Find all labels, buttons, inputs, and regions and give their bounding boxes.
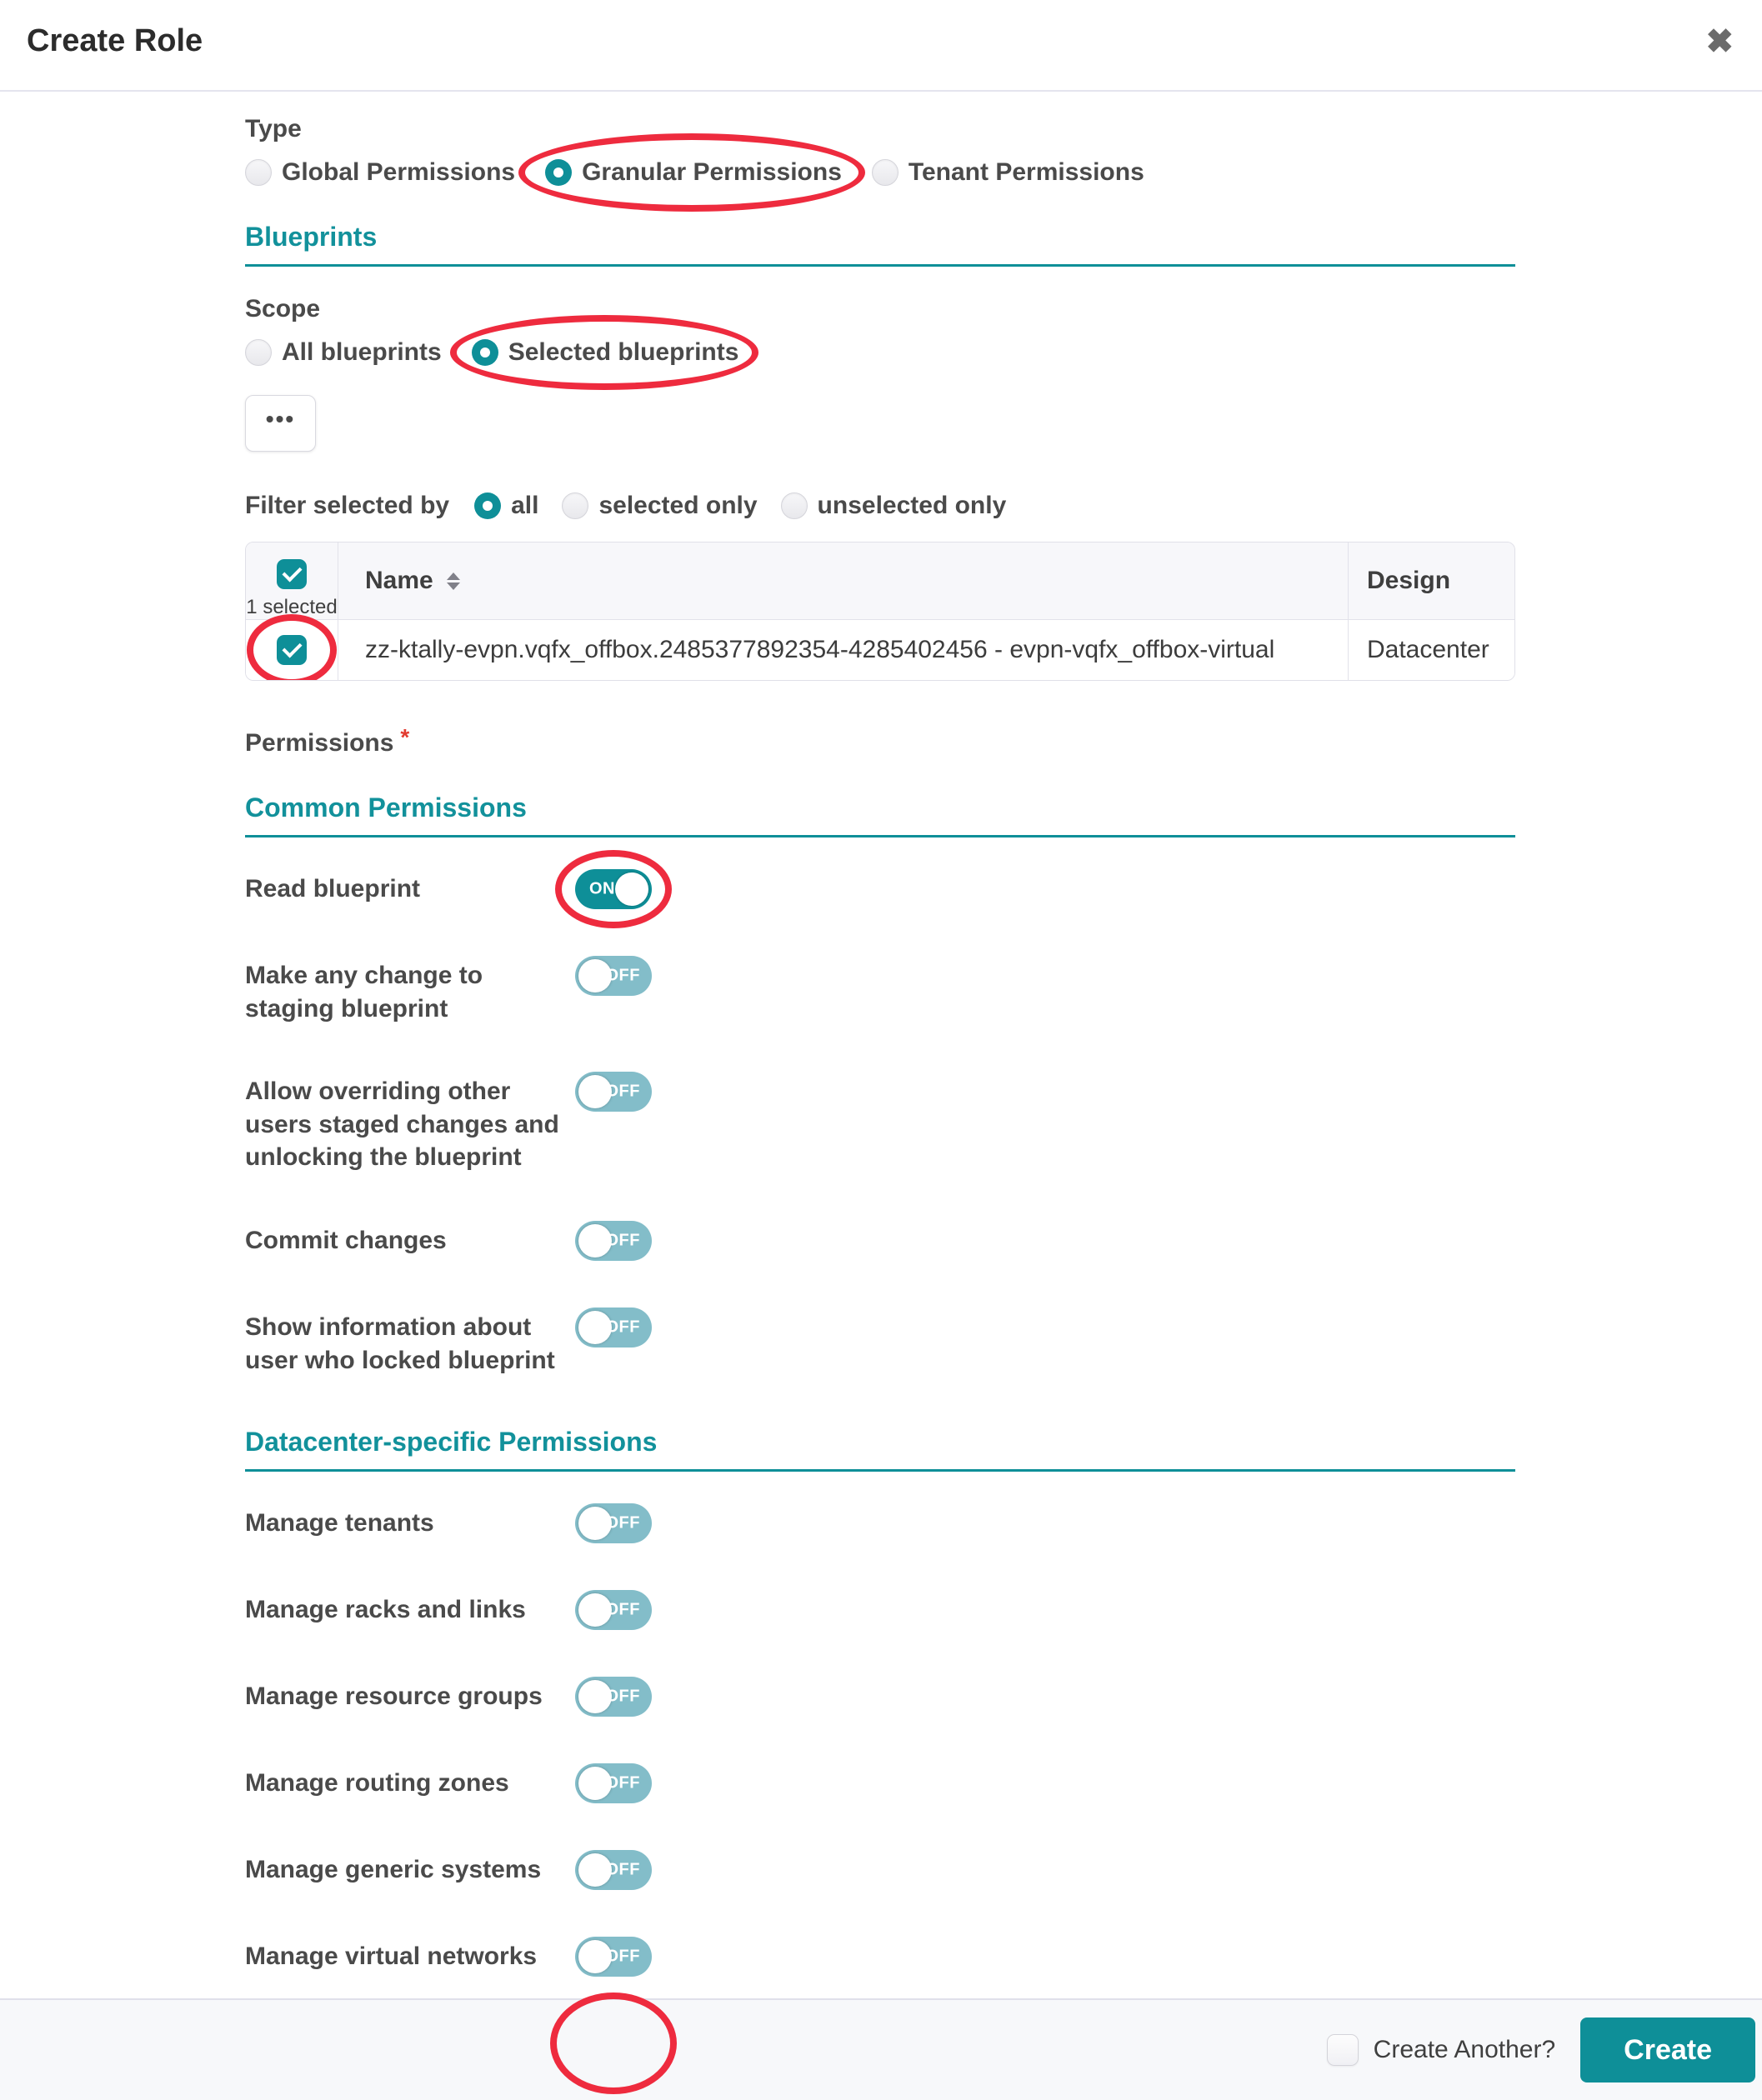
table-row[interactable] <box>246 620 1514 680</box>
create-another-checkbox[interactable] <box>1327 2034 1359 2066</box>
radio-option-global-permissions[interactable] <box>245 158 515 187</box>
permission-label-allow-overriding-other-users-staged-changes-and-unlocking-the-blueprint: Allow overriding other users staged changes and unlocking the blueprint <box>245 1078 559 1172</box>
toggle-show-information-about-user-who-locked-blueprint[interactable] <box>575 1308 652 1348</box>
filter-label: Filter selected by <box>245 492 450 519</box>
toggle-state-label: OFF <box>605 1947 640 1966</box>
sort-icon[interactable] <box>447 572 460 590</box>
permission-row-manage-virtual-networks <box>245 1940 1515 1977</box>
radio-label-all-blueprints: All blueprints <box>282 338 442 366</box>
create-button[interactable]: Create <box>1580 2018 1755 2082</box>
toggle-manage-generic-systems[interactable] <box>575 1850 652 1890</box>
toggle-state-label: OFF <box>605 1773 640 1792</box>
radio-option-granular-permissions[interactable] <box>545 158 842 187</box>
radio-label-granular-permissions: Granular Permissions <box>582 158 842 186</box>
permission-row-manage-generic-systems <box>245 1853 1515 1890</box>
permission-label-make-any-change-to-staging-blueprint: Make any change to staging blueprint <box>245 962 483 1022</box>
name-header-label: Name <box>365 567 433 594</box>
scope-label: Scope <box>245 295 321 322</box>
permission-row-manage-routing-zones <box>245 1767 1515 1803</box>
radio-option-all[interactable] <box>474 492 538 520</box>
radio-icon-all-blueprints[interactable] <box>245 339 272 366</box>
row-checkbox-wrap <box>277 635 307 665</box>
toggle-wrap-manage-tenants <box>575 1503 652 1543</box>
toggle-wrap-manage-generic-systems <box>575 1850 652 1890</box>
radio-icon-global-permissions[interactable] <box>245 159 272 186</box>
design-column-header <box>1348 542 1514 619</box>
create-another-label: Create Another? <box>1373 2036 1556 2063</box>
toggle-wrap-read-blueprint <box>575 869 652 909</box>
radio-label-global-permissions: Global Permissions <box>282 158 516 186</box>
name-column-header[interactable] <box>338 542 1348 619</box>
row-checkbox[interactable] <box>277 635 307 665</box>
toggle-wrap-show-information-about-user-who-locked-blueprint <box>575 1308 652 1348</box>
permission-row-manage-racks-and-links <box>245 1593 1515 1630</box>
row-design-cell <box>1348 620 1514 680</box>
toggle-state-label: OFF <box>605 1082 640 1101</box>
permission-label-commit-changes: Commit changes <box>245 1226 447 1254</box>
datacenter-permissions-heading: Datacenter-specific Permissions <box>245 1427 1515 1472</box>
scope-radio-group <box>245 338 1515 367</box>
filter-row <box>245 492 1515 520</box>
row-select-cell <box>246 620 338 680</box>
toggle-wrap-commit-changes <box>575 1221 652 1261</box>
close-icon[interactable]: ✖ <box>1705 23 1734 60</box>
design-header-label: Design <box>1367 567 1451 594</box>
common-permissions-list <box>245 872 1515 1377</box>
select-all-checkbox[interactable] <box>277 559 307 589</box>
row-name-cell <box>338 620 1348 680</box>
permission-row-manage-resource-groups <box>245 1680 1515 1717</box>
toggle-state-label: OFF <box>605 1318 640 1337</box>
radio-label-tenant-permissions: Tenant Permissions <box>908 158 1144 186</box>
required-marker: * <box>400 724 410 750</box>
toggle-wrap-make-any-change-to-staging-blueprint <box>575 956 652 996</box>
toggle-state-label: OFF <box>605 966 640 985</box>
toggle-commit-changes[interactable] <box>575 1221 652 1261</box>
toggle-knob <box>615 872 648 906</box>
radio-icon-selected-blueprints[interactable] <box>472 339 498 366</box>
dialog-header <box>0 0 1762 92</box>
toggle-wrap-manage-routing-zones <box>575 1763 652 1803</box>
type-radio-group <box>245 158 1515 187</box>
toggle-state-label: ON <box>589 879 615 898</box>
permission-label-manage-tenants: Manage tenants <box>245 1509 434 1538</box>
radio-icon-all[interactable] <box>474 492 501 519</box>
permission-label-show-information-about-user-who-locked-blueprint: Show information about user who locked blueprint <box>245 1312 555 1374</box>
radio-option-selected-blueprints[interactable] <box>472 338 739 367</box>
toggle-make-any-change-to-staging-blueprint[interactable] <box>575 956 652 996</box>
toggle-state-label: OFF <box>605 1600 640 1619</box>
radio-label-all: all <box>511 492 539 519</box>
permission-label-read-blueprint: Read blueprint <box>245 875 421 902</box>
permission-label-manage-racks-and-links: Manage racks and links <box>245 1596 526 1624</box>
permission-row-read-blueprint <box>245 872 1515 909</box>
toggle-manage-tenants[interactable] <box>575 1503 652 1543</box>
permissions-label-row <box>245 724 1515 758</box>
radio-icon-selected-only[interactable] <box>562 492 588 519</box>
toggle-state-label: OFF <box>605 1231 640 1250</box>
dialog-body <box>245 92 1515 2100</box>
permissions-label: Permissions <box>245 729 394 757</box>
radio-option-tenant-permissions[interactable] <box>872 158 1144 187</box>
toggle-state-label: OFF <box>605 1513 640 1532</box>
permission-row-manage-tenants <box>245 1507 1515 1543</box>
dialog-footer <box>0 1998 1762 2100</box>
toggle-state-label: OFF <box>605 1687 640 1706</box>
toggle-read-blueprint[interactable] <box>575 869 652 909</box>
more-options-button[interactable]: ••• <box>245 395 316 452</box>
radio-option-all-blueprints[interactable] <box>245 338 442 367</box>
toggle-state-label: OFF <box>605 1860 640 1879</box>
common-permissions-heading: Common Permissions <box>245 792 1515 838</box>
permission-row-allow-overriding-other-users-staged-changes-and-unlocking-the-blueprint <box>245 1075 1515 1174</box>
toggle-wrap-allow-overriding-other-users-staged-changes-and-unlocking-the-blueprint <box>575 1072 652 1112</box>
permission-label-manage-routing-zones: Manage routing zones <box>245 1769 509 1798</box>
radio-icon-unselected-only[interactable] <box>781 492 808 519</box>
radio-option-selected-only[interactable] <box>562 492 757 520</box>
select-all-column-header <box>246 542 338 619</box>
blueprints-section-heading: Blueprints <box>245 222 1515 267</box>
blueprint-name: zz-ktally-evpn.vqfx_offbox.2485377892354-4285402456 - evpn-vqfx_offbox-virtual <box>365 636 1275 663</box>
permission-row-show-information-about-user-who-locked-blueprint <box>245 1311 1515 1377</box>
permission-label-manage-resource-groups: Manage resource groups <box>245 1682 543 1711</box>
permission-row-commit-changes <box>245 1224 1515 1261</box>
toggle-wrap-manage-virtual-networks <box>575 1937 652 1977</box>
permission-label-manage-virtual-networks: Manage virtual networks <box>245 1942 538 1971</box>
radio-icon-granular-permissions[interactable] <box>545 159 572 186</box>
toggle-wrap-manage-racks-and-links <box>575 1590 652 1630</box>
radio-label-unselected-only: unselected only <box>817 492 1007 519</box>
selected-count: 1 selected <box>246 596 338 618</box>
radio-label-selected-blueprints: Selected blueprints <box>508 338 739 366</box>
toggle-wrap-manage-resource-groups <box>575 1677 652 1717</box>
permission-row-make-any-change-to-staging-blueprint <box>245 959 1515 1025</box>
toggle-manage-virtual-networks[interactable] <box>575 1937 652 1977</box>
dialog-title: Create Role <box>27 23 203 58</box>
type-section-label: Type <box>245 115 302 142</box>
table-header-row <box>246 542 1514 620</box>
toggle-manage-routing-zones[interactable] <box>575 1763 652 1803</box>
toggle-allow-overriding-other-users-staged-changes-and-unlocking-the-blueprint[interactable] <box>575 1072 652 1112</box>
filter-radio-group <box>474 492 1006 520</box>
radio-icon-tenant-permissions[interactable] <box>872 159 899 186</box>
toggle-manage-resource-groups[interactable] <box>575 1677 652 1717</box>
toggle-manage-racks-and-links[interactable] <box>575 1590 652 1630</box>
blueprint-design: Datacenter <box>1367 636 1489 663</box>
radio-label-selected-only: selected only <box>598 492 758 519</box>
blueprints-table <box>245 542 1515 681</box>
radio-option-unselected-only[interactable] <box>781 492 1007 520</box>
permission-label-manage-generic-systems: Manage generic systems <box>245 1856 542 1884</box>
table-body <box>246 620 1514 680</box>
